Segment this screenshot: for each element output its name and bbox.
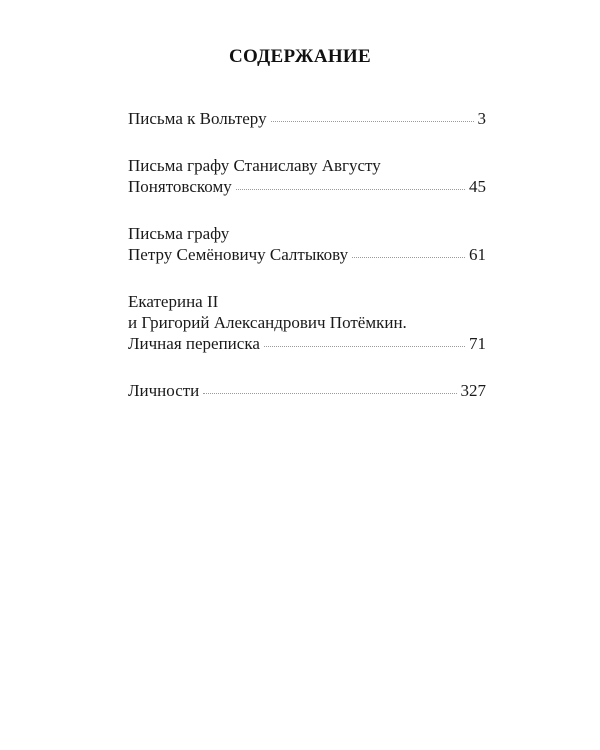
toc-heading: СОДЕРЖАНИЕ <box>229 46 371 67</box>
dot-leader <box>352 257 465 258</box>
dot-leader <box>236 189 465 190</box>
dot-leader <box>264 346 465 347</box>
toc-entry-persons[interactable] <box>128 380 486 401</box>
toc-entry-poniatowski[interactable] <box>128 155 486 197</box>
toc-entry-voltaire[interactable] <box>128 108 486 129</box>
toc-entry-line: Екатерина II <box>128 292 219 311</box>
table-of-contents <box>128 108 486 427</box>
toc-entry-last-line <box>128 244 486 265</box>
toc-page-number: 327 <box>460 381 486 400</box>
toc-entry-title: Личная переписка <box>128 334 260 353</box>
toc-entry-title: Личности <box>128 381 200 400</box>
toc-entry-last-line <box>128 108 486 129</box>
toc-page-number: 61 <box>469 245 486 264</box>
toc-entry-line: Письма графу <box>128 224 230 243</box>
toc-page-number: 3 <box>477 109 486 128</box>
toc-entry-title: Письма к Вольтеру <box>128 109 267 128</box>
toc-entry-potemkin[interactable] <box>128 291 486 354</box>
toc-page-number: 45 <box>469 177 486 196</box>
toc-entry-line: Письма графу Станиславу Августу <box>128 156 381 175</box>
toc-entry-title: Понятовскому <box>128 177 232 196</box>
toc-entry-title: Петру Семёновичу Салтыкову <box>128 245 349 264</box>
toc-entry-line: и Григорий Александрович Потёмкин. <box>128 313 407 332</box>
toc-entry-last-line <box>128 333 486 354</box>
toc-page-number: 71 <box>469 334 486 353</box>
dot-leader <box>271 121 474 122</box>
toc-entry-last-line <box>128 380 486 401</box>
dot-leader <box>203 393 456 394</box>
toc-entry-last-line <box>128 176 486 197</box>
toc-entry-saltykov[interactable] <box>128 223 486 265</box>
